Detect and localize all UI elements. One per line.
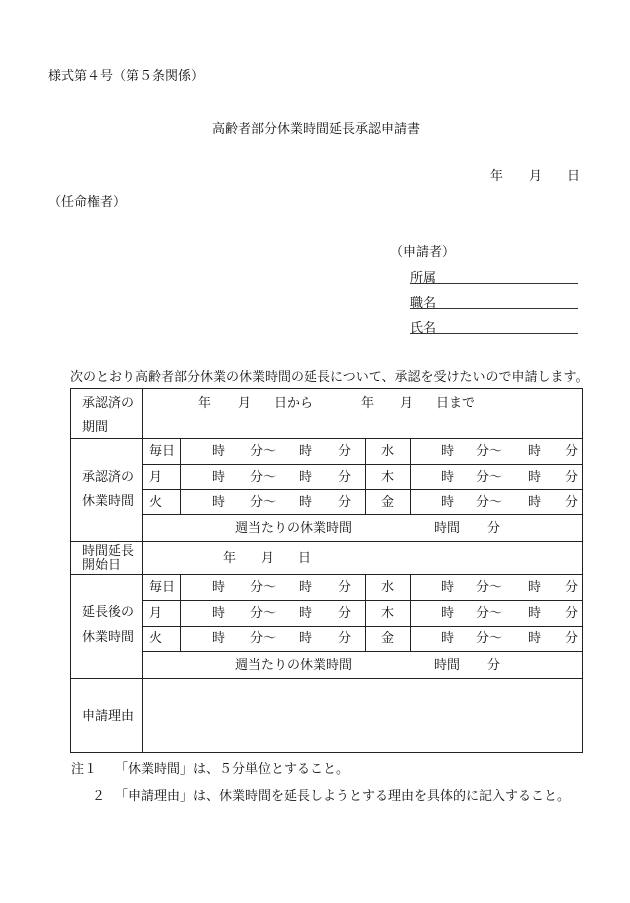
extended-minute-from: 分～ [250, 580, 277, 595]
reason-label: 申請理由 [82, 709, 135, 724]
period-to-day: 日まで [436, 396, 476, 411]
approved-time-field[interactable] [181, 439, 364, 464]
extended-day-4: 水 [381, 580, 395, 595]
approved-hour-to: 時 [299, 495, 313, 510]
extended-weekly-field[interactable] [411, 652, 581, 677]
period-from-year: 年 [198, 396, 212, 411]
approved-hours-label: 休業時間 [82, 494, 135, 509]
name-label: 氏名 [410, 321, 437, 336]
extended-hour-to: 時 [528, 580, 542, 595]
intro-text: 次のとおり高齢者部分休業の休業時間の延長について、承認を受けたいので申請します。 [70, 370, 589, 385]
approved-minute-to: 分 [565, 495, 579, 510]
extended-day-5: 木 [381, 606, 395, 621]
extended-hour-from: 時 [212, 580, 226, 595]
approved-hour-to: 時 [528, 495, 542, 510]
extension-start-label: 時間延長 [82, 544, 135, 559]
extended-minute-to: 分 [565, 606, 579, 621]
extended-minute-to: 分 [338, 606, 352, 621]
approved-hour-from: 時 [212, 444, 226, 459]
col-line [365, 574, 366, 651]
date-year-label: 年 [490, 169, 504, 184]
extension-start-label: 開始日 [82, 558, 122, 573]
approved-hour-from: 時 [441, 495, 455, 510]
period-to-year: 年 [361, 396, 375, 411]
table-border-bottom [70, 752, 583, 753]
extended-minute-from: 分～ [476, 631, 503, 646]
approved-day-3: 火 [149, 495, 163, 510]
extended-hour-from: 時 [441, 580, 455, 595]
extended-day-2: 月 [149, 606, 163, 621]
approved-minute-to: 分 [338, 495, 352, 510]
approved-period-label: 承認済の [82, 396, 135, 411]
approved-day-5: 木 [381, 470, 395, 485]
extended-minute-to: 分 [338, 631, 352, 646]
extended-minute-from: 分～ [476, 606, 503, 621]
approved-time-field[interactable] [411, 490, 581, 514]
applicant-heading: （申請者） [390, 245, 456, 260]
form-number: 様式第４号（第５条関係） [48, 69, 205, 84]
approved-minute-to: 分 [565, 470, 579, 485]
extended-time-field[interactable] [181, 575, 364, 600]
note-1-text: 「休業時間」は、５分単位とすること。 [115, 762, 350, 777]
approved-time-field[interactable] [181, 465, 364, 489]
extended-time-field[interactable] [411, 575, 581, 600]
extended-hour-to: 時 [528, 631, 542, 646]
extended-weekly-minutes: 分 [487, 658, 501, 673]
approved-weekly-minutes: 分 [487, 521, 501, 536]
approved-hour-from: 時 [212, 470, 226, 485]
approved-minute-from: 分～ [476, 444, 503, 459]
approved-period-label: 期間 [82, 420, 109, 435]
approved-weekly-field[interactable] [411, 515, 581, 540]
note-2-text: 「申請理由」は、休業時間を延長しようとする理由を具体的に記入すること。 [115, 789, 571, 804]
extended-time-field[interactable] [181, 626, 364, 650]
date-day-label: 日 [567, 169, 581, 184]
approved-hour-to: 時 [528, 444, 542, 459]
position-label: 職名 [410, 296, 437, 311]
approved-hours-label: 承認済の [82, 470, 135, 485]
table-border-right [582, 388, 583, 753]
approved-minute-from: 分～ [250, 444, 277, 459]
affiliation-label: 所属 [410, 271, 437, 286]
approved-hour-to: 時 [528, 470, 542, 485]
extended-weekly-label: 週当たりの休業時間 [235, 658, 353, 673]
extended-minute-from: 分～ [250, 631, 277, 646]
extended-day-1: 毎日 [149, 580, 176, 595]
extended-hour-to: 時 [528, 606, 542, 621]
page-title: 高齢者部分休業時間延長承認申請書 [212, 122, 421, 137]
approved-hour-to: 時 [299, 470, 313, 485]
period-to-month: 月 [400, 396, 414, 411]
approved-hour-from: 時 [441, 470, 455, 485]
table-border-left [70, 388, 71, 753]
approved-time-field[interactable] [181, 490, 364, 514]
approved-day-4: 水 [381, 444, 395, 459]
extension-start-year: 年 [223, 551, 237, 566]
extended-hour-from: 時 [441, 606, 455, 621]
extended-minute-from: 分～ [250, 606, 277, 621]
approved-minute-from: 分～ [476, 495, 503, 510]
approved-minute-to: 分 [338, 444, 352, 459]
note-1-number: 注１ [71, 762, 98, 777]
extended-weekly-hours: 時間 [434, 658, 461, 673]
extended-hour-to: 時 [299, 580, 313, 595]
extended-hour-from: 時 [212, 606, 226, 621]
approved-minute-to: 分 [338, 470, 352, 485]
approved-hour-to: 時 [299, 444, 313, 459]
col-line [365, 438, 366, 514]
period-from-month: 月 [238, 396, 252, 411]
note-2-number: ２ [92, 789, 106, 804]
approved-minute-from: 分～ [250, 495, 277, 510]
extended-time-field[interactable] [411, 626, 581, 650]
appointer-label: （任命権者） [48, 195, 127, 210]
approved-time-field[interactable] [411, 439, 581, 464]
extended-hour-to: 時 [299, 631, 313, 646]
approved-weekly-hours: 時間 [434, 521, 461, 536]
approved-minute-to: 分 [565, 444, 579, 459]
approved-weekly-label: 週当たりの休業時間 [235, 521, 353, 536]
extended-hour-from: 時 [441, 631, 455, 646]
reason-field[interactable] [143, 679, 582, 751]
extension-start-day: 日 [298, 551, 312, 566]
approved-day-2: 月 [149, 470, 163, 485]
extended-minute-to: 分 [338, 580, 352, 595]
extended-hour-from: 時 [212, 631, 226, 646]
approved-time-field[interactable] [411, 465, 581, 489]
extended-time-field[interactable] [411, 601, 581, 625]
approved-minute-from: 分～ [250, 470, 277, 485]
extended-minute-to: 分 [565, 580, 579, 595]
period-from-day: 日から [274, 396, 314, 411]
approved-minute-from: 分～ [476, 470, 503, 485]
extended-day-3: 火 [149, 631, 163, 646]
approved-period-field[interactable] [143, 389, 582, 437]
extended-time-field[interactable] [181, 601, 364, 625]
extension-start-month: 月 [261, 551, 275, 566]
extension-start-field[interactable] [143, 542, 582, 573]
extended-minute-to: 分 [565, 631, 579, 646]
date-month-label: 月 [529, 169, 543, 184]
extended-day-6: 金 [381, 631, 395, 646]
approved-hour-from: 時 [441, 444, 455, 459]
approved-hour-from: 時 [212, 495, 226, 510]
approved-day-1: 毎日 [149, 444, 176, 459]
approved-day-6: 金 [381, 495, 395, 510]
extended-hour-to: 時 [299, 606, 313, 621]
extended-minute-from: 分～ [476, 580, 503, 595]
extended-hours-label: 休業時間 [82, 630, 135, 645]
extended-hours-label: 延長後の [82, 605, 135, 620]
